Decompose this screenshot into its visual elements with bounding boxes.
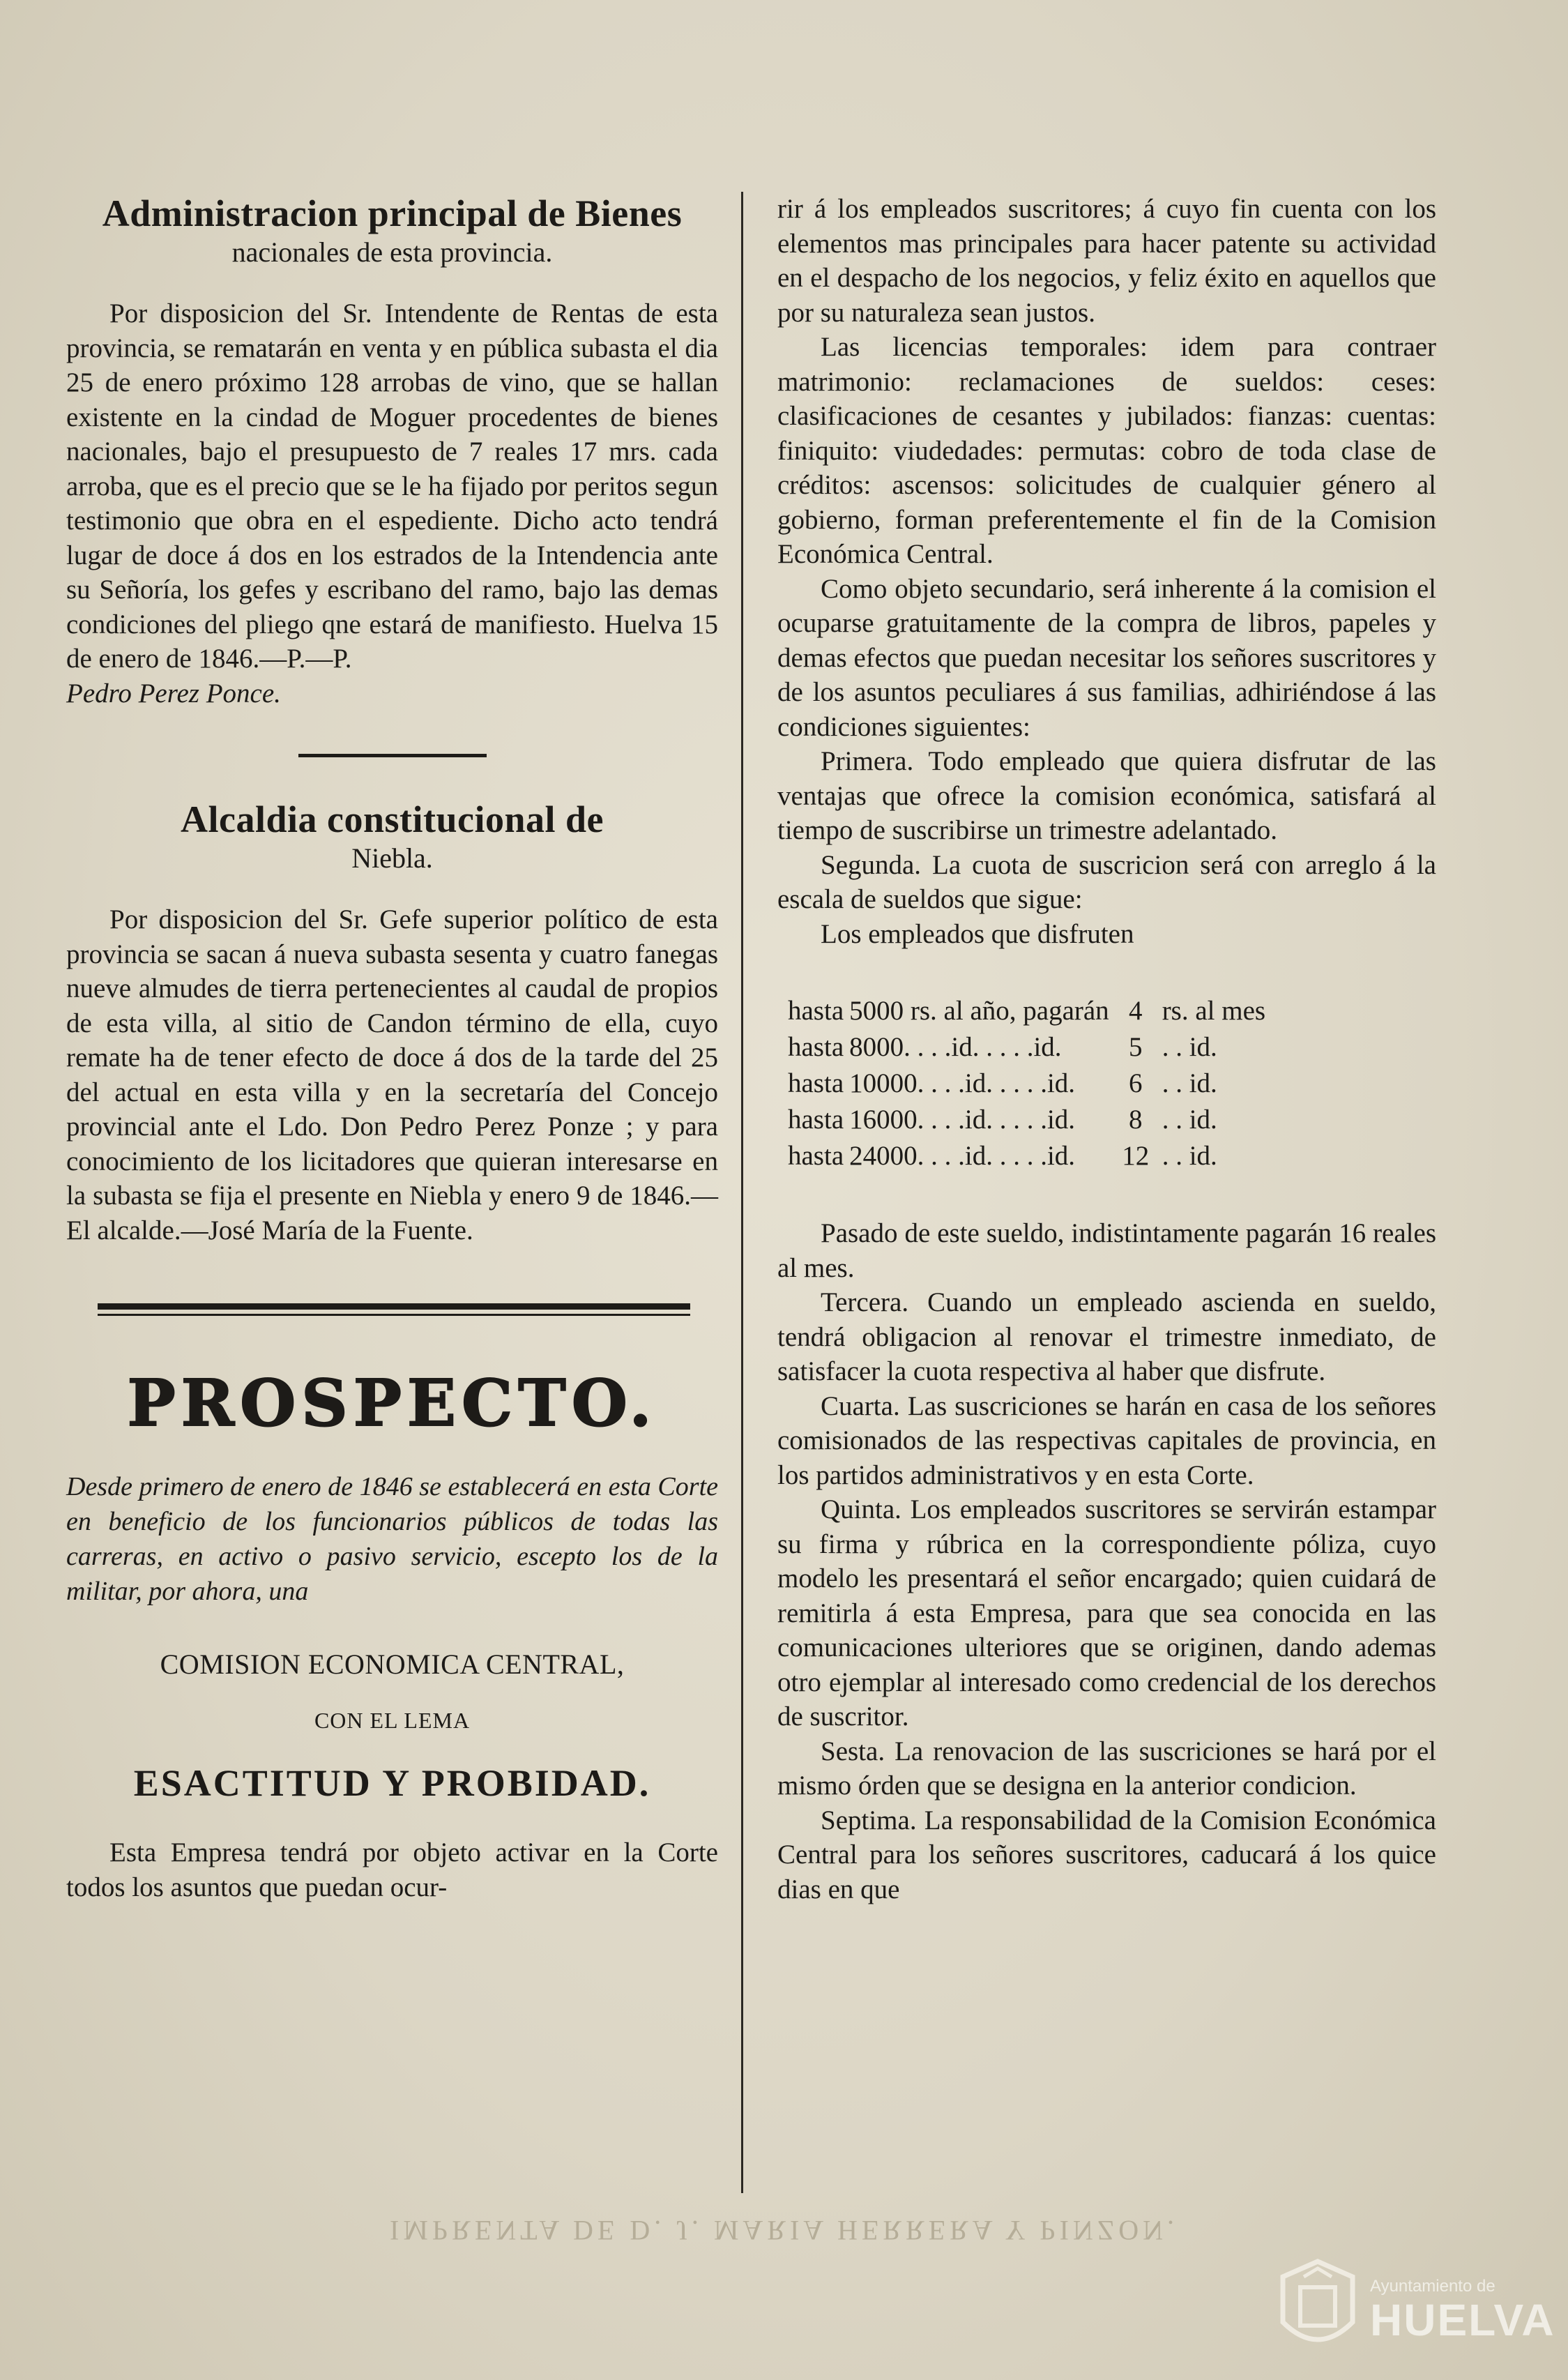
right-column	[777, 192, 1436, 1907]
lema-label: CON EL LEMA	[314, 1708, 471, 1733]
scale-cell: 8	[1128, 1105, 1143, 1135]
section1-body: Por disposicion del Sr. Intendente de Rentas de esta provincia, se rematarán en venta y en pública subasta el dia 25 de enero próximo 128 arrobas de vino, que se hallan existente en la cindad de Moguer procedentes de bienes nacionales, bajo el presupuesto de 7 reales 17 mrs. cada arroba, que es el precio que se le ha fijado por peritos segun testimonio que obra en el espediente. Dicho acto tendrá lugar de doce á dos en los estrados de la Intendencia ante su Señoría, los gefes y escribano del ramo, bajo las demas condiciones del pliego qne estará de manifiesto. Huelva 15 de enero de 1846.—P.—P.	[66, 298, 718, 674]
motto: ESACTITUD Y PROBIDAD.	[133, 1762, 651, 1804]
scale-cell: 24000. . . .id. . . . .id.	[849, 1141, 1076, 1171]
scale-cell: 8000. . . .id. . . . .id.	[849, 1032, 1062, 1062]
section1-subtitle: nacionales de esta provincia.	[231, 236, 553, 268]
double-rule-divider	[98, 1303, 690, 1316]
huelva-watermark-logo	[1276, 2256, 1555, 2360]
section2-title: Alcaldia constitucional de	[180, 798, 604, 840]
section2-subtitle: Niebla.	[351, 842, 433, 874]
right-paragraph-10: Quinta. Los empleados suscritores se servirán estampar su firma y rúbrica en la correspondiente póliza, cuyo modelo les presentará el señor encargado; quien cuidará de remitirla á esta Empresa, para que sea conocida en las comunicaciones ulteriores que se originen, dando ademas otro ejemplar al interesado como credencial de los derechos de suscritor.	[777, 1494, 1436, 1731]
right-paragraph-8: Tercera. Cuando un empleado ascienda en sueldo, tendrá obligacion al renovar el trimestre inmediato, de satisfacer la cuota respectiva al haber que disfrute.	[777, 1287, 1436, 1386]
scale-cell: . . id.	[1162, 1105, 1217, 1135]
fee-scale-table	[788, 993, 1271, 1174]
right-paragraph-1: rir á los empleados suscritores; á cuyo fin cuenta con los elementos mas principales para hacer patente su actividad en el despacho de los negocios, y feliz éxito en aquellos que por su naturaleza sean justos.	[777, 194, 1436, 328]
scale-cell: 4	[1128, 996, 1143, 1026]
comision-heading: COMISION ECONOMICA CENTRAL,	[160, 1648, 625, 1680]
right-paragraph-3: Como objeto secundario, será inherente á la comision el ocuparse gratuitamente de la compra de libros, papeles y demas efectos que puedan necesitar los señores suscritores y de los asuntos peculiares á sus familias, adhiriéndose á las condiciones siguientes:	[777, 573, 1436, 742]
scale-cell: hasta	[788, 1141, 844, 1171]
prospecto-intro: Desde primero de enero de 1846 se establecerá en esta Corte en beneficio de los funcionarios públicos de todas las carreras, en activo o pasivo servicio, escepto los de la militar, por ahora, una	[66, 1472, 718, 1606]
scale-cell: . . id.	[1162, 1068, 1217, 1098]
logo-big-text: HUELVA	[1370, 2295, 1555, 2345]
left-column	[66, 192, 718, 1904]
scale-cell: 5	[1128, 1032, 1143, 1062]
scale-cell: hasta	[788, 1105, 844, 1135]
table-row	[788, 1029, 1271, 1066]
right-paragraph-9: Cuarta. Las suscriciones se harán en casa de los señores comisionados de las respectivas capitales de provincia, en los partidos administrativos y en esta Corte.	[777, 1390, 1436, 1490]
table-row	[788, 1102, 1271, 1138]
scale-cell: hasta	[788, 1032, 844, 1062]
table-row	[788, 993, 1271, 1029]
right-paragraph-11: Sesta. La renovacion de las suscriciones se hará por el mismo órden que se designa en la anterior condicion.	[777, 1736, 1436, 1801]
scale-cell: 6	[1128, 1068, 1143, 1098]
right-paragraph-5: Segunda. La cuota de suscricion será con arreglo á la escala de sueldos que sigue:	[777, 849, 1436, 914]
scale-cell: hasta	[788, 1068, 844, 1098]
printer-footer-bleedthrough: IMPRENTA DE D. J. MARIA HERRERA Y PINZON.	[390, 2215, 1178, 2246]
table-row	[788, 1066, 1271, 1102]
prospecto-title: PROSPECTO.	[127, 1365, 657, 1441]
right-paragraph-7: Pasado de este sueldo, indistintamente pagarán 16 reales al mes.	[777, 1218, 1436, 1283]
section1-signature: Pedro Perez Ponce.	[66, 678, 281, 708]
prospecto-body: Esta Empresa tendrá por objeto activar en la Corte todos los asuntos que puedan ocur-	[66, 1837, 718, 1902]
scale-cell: . . id.	[1162, 1141, 1217, 1171]
right-paragraph-4: Primera. Todo empleado que quiera disfrutar de las ventajas que ofrece la comision económica, satisfará al tiempo de suscribirse un trimestre adelantado.	[777, 746, 1436, 845]
column-divider	[741, 192, 743, 2193]
scale-cell: 10000. . . .id. . . . .id.	[849, 1068, 1076, 1098]
huelva-crest-icon	[1276, 2256, 1360, 2360]
section2-body: Por disposicion del Sr. Gefe superior político de esta provincia se sacan á nueva subasta sesenta y cuatro fanegas nueve almudes de tierra pertenecientes al caudal de propios de esta villa, al sitio de Candon término de ella, cuyo remate ha de tener efecto de doce á dos de la tarde del 25 del actual en esta villa y en la secretaría del Concejo provincial ante el Ldo. Don Pedro Perez Ponze ; y para conocimiento de los licitadores que quieran interesarse en la subasta se fija el presente en Niebla y enero 9 de 1846.— El alcalde.—José María de la Fuente.	[66, 904, 718, 1245]
right-paragraph-2: Las licencias temporales: idem para contraer matrimonio: reclamaciones de sueldos: ceses: clasificaciones de cesantes y jubilados: fianzas: cuentas: finiquito: viudedades: permutas: cobro de toda clase de créditos: ascensos: solicitudes de cualquier género al gobierno, forman preferentemente el fin de la Comision Económica Central.	[777, 332, 1436, 569]
right-paragraph-12: Septima. La responsabilidad de la Comision Económica Central para los señores suscritores, caducará á los quice dias en que	[777, 1805, 1436, 1904]
right-paragraph-6: Los empleados que disfruten	[821, 918, 1134, 949]
scale-cell: 12	[1122, 1141, 1150, 1171]
logo-small-text: Ayuntamiento de	[1370, 2277, 1495, 2296]
table-row	[788, 1138, 1271, 1174]
scale-cell: rs. al mes	[1162, 996, 1266, 1026]
scale-cell: 5000 rs. al año, pagarán	[849, 996, 1109, 1026]
scale-cell: 16000. . . .id. . . . .id.	[849, 1105, 1076, 1135]
scale-cell: hasta	[788, 996, 844, 1026]
section1-title: Administracion principal de Bienes	[102, 192, 683, 234]
section-divider	[298, 754, 487, 757]
scale-cell: . . id.	[1162, 1032, 1217, 1062]
